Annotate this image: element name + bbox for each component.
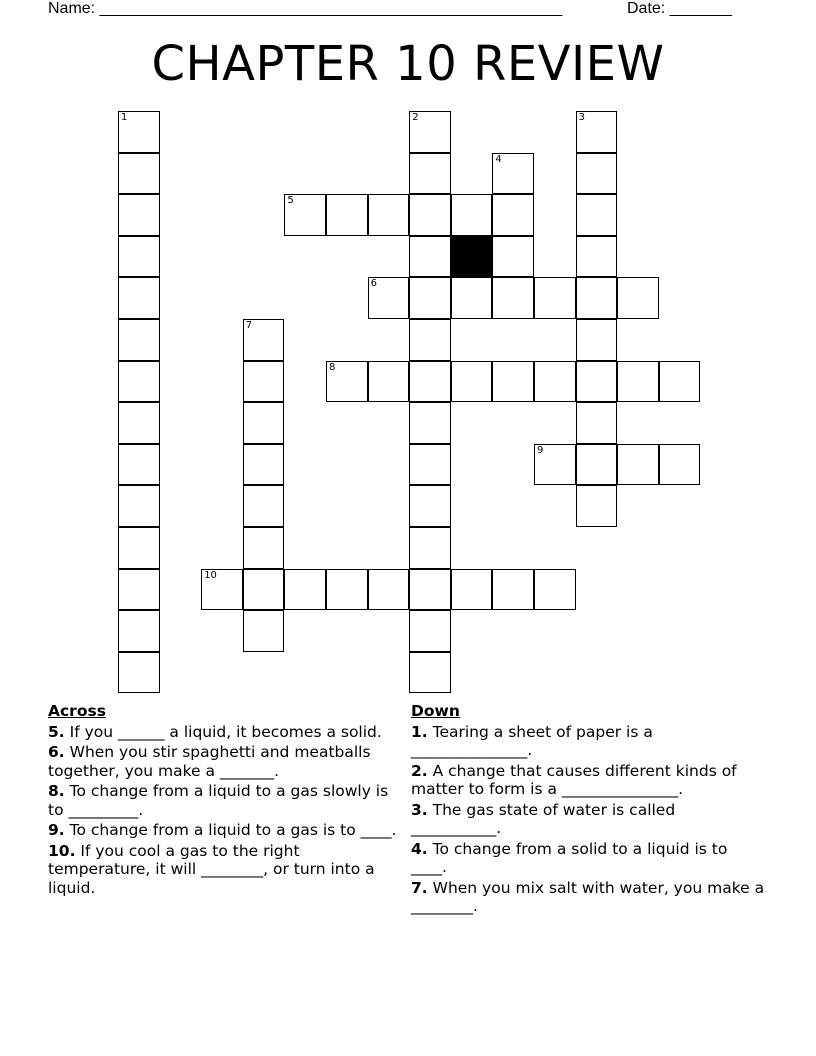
clue-text: To change from a solid to a liquid is to ____. [411, 839, 728, 876]
crossword-cell[interactable] [409, 485, 451, 527]
clue-number: 6. [48, 743, 65, 761]
down-clue [411, 762, 766, 799]
clue-text: To change from a liquid to a gas is to ____. [69, 821, 397, 839]
clue-number: 10. [48, 841, 76, 860]
clue-text: A change that causes different kinds of matter to form is a _______________. [411, 761, 737, 798]
clue-text: When you mix salt with water, you make a ________. [411, 878, 765, 915]
clue-text: The gas state of water is called ___________. [411, 800, 676, 837]
crossword-cell[interactable] [118, 444, 160, 486]
crossword-cell[interactable] [576, 485, 618, 527]
cell-number: 2 [412, 112, 419, 123]
across-clues [48, 702, 400, 899]
cell-number: 6 [370, 278, 377, 290]
clue-text: If you ______ a liquid, it becomes a solid. [69, 722, 382, 741]
crossword-cell[interactable] [409, 402, 451, 444]
crossword-cell[interactable] [118, 277, 160, 319]
across-heading: Across [48, 702, 106, 720]
crossword-cell[interactable] [409, 319, 451, 361]
crossword-cell[interactable] [118, 569, 160, 611]
crossword-cell[interactable] [326, 569, 368, 611]
clue-text: When you stir spaghetti and meatballs together, you make a _______. [48, 743, 371, 780]
crossword-cell[interactable] [576, 319, 618, 361]
crossword-cell[interactable] [409, 361, 451, 403]
crossword-cell[interactable] [284, 569, 326, 611]
crossword-cell[interactable] [409, 444, 451, 486]
crossword-cell[interactable] [243, 402, 285, 444]
clue-number: 1. [411, 722, 428, 741]
crossword-cell[interactable] [576, 236, 618, 278]
crossword-cell[interactable] [659, 444, 701, 486]
crossword-cell[interactable] [409, 569, 451, 611]
crossword-cell[interactable] [118, 236, 160, 278]
cell-number: 8 [329, 361, 336, 373]
crossword-cell[interactable] [492, 569, 534, 611]
cell-number: 5 [287, 195, 294, 207]
crossword-cell[interactable] [118, 485, 160, 527]
crossword-cell[interactable] [576, 194, 618, 236]
crossword-cell[interactable] [409, 153, 451, 195]
crossword-cell[interactable] [284, 194, 326, 236]
crossword-cell[interactable] [243, 361, 285, 403]
crossword-cell[interactable] [451, 194, 493, 236]
crossword-cell[interactable] [492, 277, 534, 319]
crossword-cell[interactable] [409, 652, 451, 694]
crossword-cell[interactable] [409, 194, 451, 236]
crossword-cell[interactable] [243, 569, 285, 611]
crossword-cell[interactable] [243, 319, 285, 361]
page-title: CHAPTER 10 REVIEW [151, 36, 665, 92]
clue-number: 4. [411, 839, 428, 858]
crossword-cell[interactable] [534, 277, 576, 319]
crossword-cell[interactable] [118, 610, 160, 652]
crossword-cell[interactable] [576, 277, 618, 319]
date-field-label: Date: _______ [627, 0, 732, 17]
cell-number: 3 [578, 112, 585, 123]
crossword-cell[interactable] [617, 444, 659, 486]
crossword-cell[interactable] [118, 402, 160, 444]
clue-number: 8. [48, 782, 65, 800]
crossword-cell[interactable] [451, 277, 493, 319]
down-clue [411, 723, 766, 760]
crossword-cell[interactable] [118, 527, 160, 569]
down-clue [411, 879, 766, 916]
cell-number: 10 [204, 569, 217, 581]
crossword-cell[interactable] [118, 319, 160, 361]
crossword-cell[interactable] [243, 610, 285, 652]
crossword-cell[interactable] [492, 236, 534, 278]
across-clue [48, 842, 400, 898]
crossword-cell[interactable] [118, 652, 160, 694]
crossword-cell[interactable] [201, 569, 243, 611]
down-heading: Down [411, 702, 460, 720]
crossword-cell[interactable] [326, 361, 368, 403]
crossword-cell[interactable] [617, 361, 659, 403]
clue-text: To change from a liquid to a gas slowly is to _________. [48, 782, 389, 819]
crossword-cell[interactable] [409, 236, 451, 278]
crossword-cell[interactable] [326, 194, 368, 236]
crossword-cell[interactable] [451, 361, 493, 403]
crossword-cell[interactable] [118, 111, 160, 153]
clue-number: 9. [48, 821, 65, 839]
crossword-block-cell [451, 236, 493, 278]
crossword-cell[interactable] [617, 277, 659, 319]
across-clue [48, 723, 400, 742]
crossword-cell[interactable] [409, 527, 451, 569]
crossword-cell[interactable] [409, 277, 451, 319]
down-clues [411, 702, 766, 918]
crossword-cell[interactable] [118, 361, 160, 403]
crossword-cell[interactable] [409, 111, 451, 153]
crossword-cell[interactable] [368, 194, 410, 236]
crossword-cell[interactable] [118, 194, 160, 236]
clue-number: 7. [411, 878, 428, 897]
crossword-cell[interactable] [576, 361, 618, 403]
cell-number: 1 [121, 112, 128, 123]
crossword-cell[interactable] [534, 444, 576, 486]
crossword-cell[interactable] [409, 610, 451, 652]
crossword-cell[interactable] [368, 361, 410, 403]
name-field-label: Name: ____________________________________________________ [48, 0, 563, 17]
crossword-cell[interactable] [576, 402, 618, 444]
crossword-cell[interactable] [368, 277, 410, 319]
crossword-cell[interactable] [451, 569, 493, 611]
crossword-cell[interactable] [492, 194, 534, 236]
crossword-cell[interactable] [368, 569, 410, 611]
crossword-cell[interactable] [576, 444, 618, 486]
crossword-cell[interactable] [659, 361, 701, 403]
crossword-cell[interactable] [243, 444, 285, 486]
crossword-cell[interactable] [492, 153, 534, 195]
cell-number: 4 [495, 153, 502, 165]
crossword-cell[interactable] [243, 527, 285, 569]
crossword-cell[interactable] [576, 111, 618, 153]
cell-number: 9 [537, 444, 544, 456]
clue-number: 5. [48, 722, 65, 741]
cell-number: 7 [245, 320, 253, 331]
crossword-cell[interactable] [243, 485, 285, 527]
clue-text: Tearing a sheet of paper is a _______________. [411, 722, 653, 759]
clue-number: 2. [411, 761, 428, 780]
crossword-cell[interactable] [534, 569, 576, 611]
crossword-cell[interactable] [492, 361, 534, 403]
crossword-cell[interactable] [576, 153, 618, 195]
crossword-cell[interactable] [118, 153, 160, 195]
across-clue [48, 782, 400, 819]
clue-number: 3. [411, 800, 428, 819]
down-clue [411, 801, 766, 838]
crossword-cell[interactable] [534, 361, 576, 403]
across-clue [48, 821, 400, 840]
clue-text: If you cool a gas to the right temperature, it will ________, or turn into a liquid. [48, 841, 375, 897]
across-clue [48, 743, 400, 780]
down-clue [411, 840, 766, 877]
